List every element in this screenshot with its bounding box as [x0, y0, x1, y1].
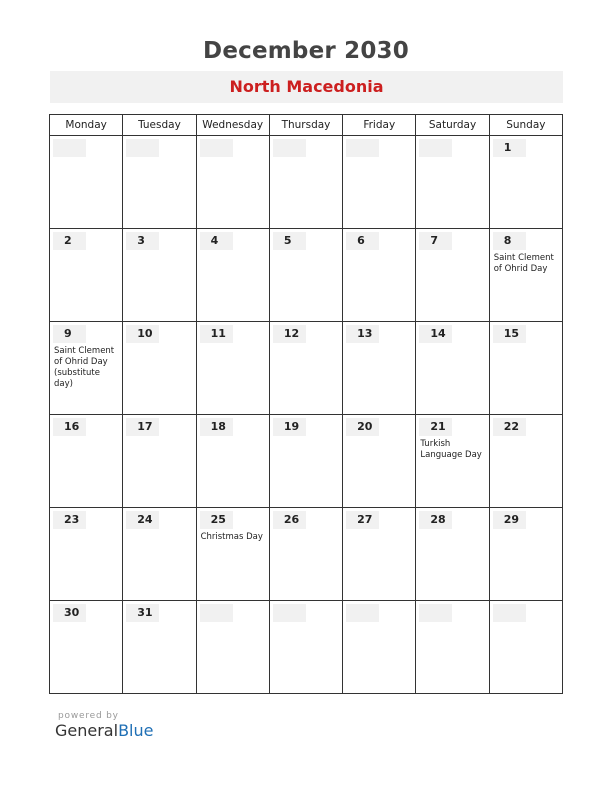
holiday-label: Christmas Day — [200, 532, 263, 542]
day-cell — [489, 508, 562, 601]
weekday-wednesday: Wednesday — [196, 115, 269, 136]
country-name: North Macedonia — [229, 77, 384, 96]
day-cell — [196, 322, 269, 415]
day-cell — [343, 508, 416, 601]
day-number: 1 — [493, 139, 526, 157]
day-cell — [343, 136, 416, 229]
day-cell — [196, 136, 269, 229]
week-row — [50, 322, 563, 415]
day-number: 9 — [53, 325, 86, 343]
day-cell — [489, 601, 562, 694]
day-cell — [343, 415, 416, 508]
weekday-saturday: Saturday — [416, 115, 489, 136]
brand-general: General — [55, 721, 119, 740]
day-cell — [123, 601, 196, 694]
day-number — [419, 604, 452, 622]
day-number: 12 — [273, 325, 306, 343]
holiday-label: Saint Clement of Ohrid Day (substitute day) — [54, 346, 115, 389]
week-row — [50, 229, 563, 322]
day-cell — [489, 136, 562, 229]
day-cell — [489, 322, 562, 415]
weekday-tuesday: Tuesday — [123, 115, 196, 136]
day-number: 20 — [346, 418, 379, 436]
day-cell — [416, 322, 489, 415]
day-cell — [123, 229, 196, 322]
day-cell — [416, 508, 489, 601]
weekday-sunday: Sunday — [489, 115, 562, 136]
day-cell — [50, 229, 123, 322]
day-number: 21 — [419, 418, 452, 436]
day-cell — [269, 136, 342, 229]
day-cell — [196, 601, 269, 694]
day-cell — [196, 508, 269, 601]
day-number: 11 — [200, 325, 233, 343]
day-number — [53, 139, 86, 157]
day-cell — [50, 136, 123, 229]
weekday-header-row — [50, 115, 563, 136]
day-cell — [123, 415, 196, 508]
day-number: 4 — [200, 232, 233, 250]
day-cell — [50, 415, 123, 508]
week-row — [50, 136, 563, 229]
day-number — [273, 604, 306, 622]
day-number — [200, 604, 233, 622]
day-cell — [416, 136, 489, 229]
day-cell — [123, 322, 196, 415]
day-cell — [343, 229, 416, 322]
country-banner — [50, 71, 563, 103]
day-number: 31 — [126, 604, 159, 622]
day-number: 17 — [126, 418, 159, 436]
day-number: 27 — [346, 511, 379, 529]
day-cell — [416, 415, 489, 508]
weekday-friday: Friday — [343, 115, 416, 136]
holiday-label: Saint Clement of Ohrid Day — [493, 253, 554, 274]
day-cell — [196, 229, 269, 322]
day-number — [126, 139, 159, 157]
calendar-grid — [49, 114, 563, 694]
page-title: December 2030 — [203, 38, 409, 64]
day-cell — [123, 136, 196, 229]
week-row — [50, 415, 563, 508]
day-number — [273, 139, 306, 157]
day-number: 29 — [493, 511, 526, 529]
day-number: 25 — [200, 511, 233, 529]
day-number: 24 — [126, 511, 159, 529]
day-cell — [416, 601, 489, 694]
day-number — [346, 604, 379, 622]
day-cell — [489, 415, 562, 508]
week-row — [50, 601, 563, 694]
day-cell — [50, 601, 123, 694]
day-number: 18 — [200, 418, 233, 436]
day-number — [493, 604, 526, 622]
generalblue-logo[interactable] — [55, 721, 153, 740]
day-number: 23 — [53, 511, 86, 529]
day-cell — [416, 229, 489, 322]
day-number: 8 — [493, 232, 526, 250]
weekday-thursday: Thursday — [269, 115, 342, 136]
day-number: 26 — [273, 511, 306, 529]
day-cell — [489, 229, 562, 322]
day-number: 14 — [419, 325, 452, 343]
day-number: 28 — [419, 511, 452, 529]
day-cell — [50, 322, 123, 415]
day-cell — [269, 229, 342, 322]
day-cell — [50, 508, 123, 601]
day-number: 16 — [53, 418, 86, 436]
brand-blue: Blue — [118, 721, 154, 740]
day-number: 2 — [53, 232, 86, 250]
day-number — [419, 139, 452, 157]
day-cell — [343, 322, 416, 415]
week-row — [50, 508, 563, 601]
day-number: 10 — [126, 325, 159, 343]
day-cell — [343, 601, 416, 694]
holiday-label: Turkish Language Day — [420, 439, 482, 460]
day-number: 13 — [346, 325, 379, 343]
day-number: 7 — [419, 232, 452, 250]
day-cell — [269, 601, 342, 694]
day-number: 15 — [493, 325, 526, 343]
day-number: 6 — [346, 232, 379, 250]
day-number: 22 — [493, 418, 526, 436]
day-cell — [196, 415, 269, 508]
day-number: 19 — [273, 418, 306, 436]
day-cell — [269, 415, 342, 508]
day-number: 5 — [273, 232, 306, 250]
day-number: 30 — [53, 604, 86, 622]
day-number — [346, 139, 379, 157]
day-cell — [269, 322, 342, 415]
day-cell — [123, 508, 196, 601]
powered-by-text: powered by — [58, 711, 119, 721]
weekday-monday: Monday — [50, 115, 123, 136]
day-number: 3 — [126, 232, 159, 250]
day-number — [200, 139, 233, 157]
day-cell — [269, 508, 342, 601]
